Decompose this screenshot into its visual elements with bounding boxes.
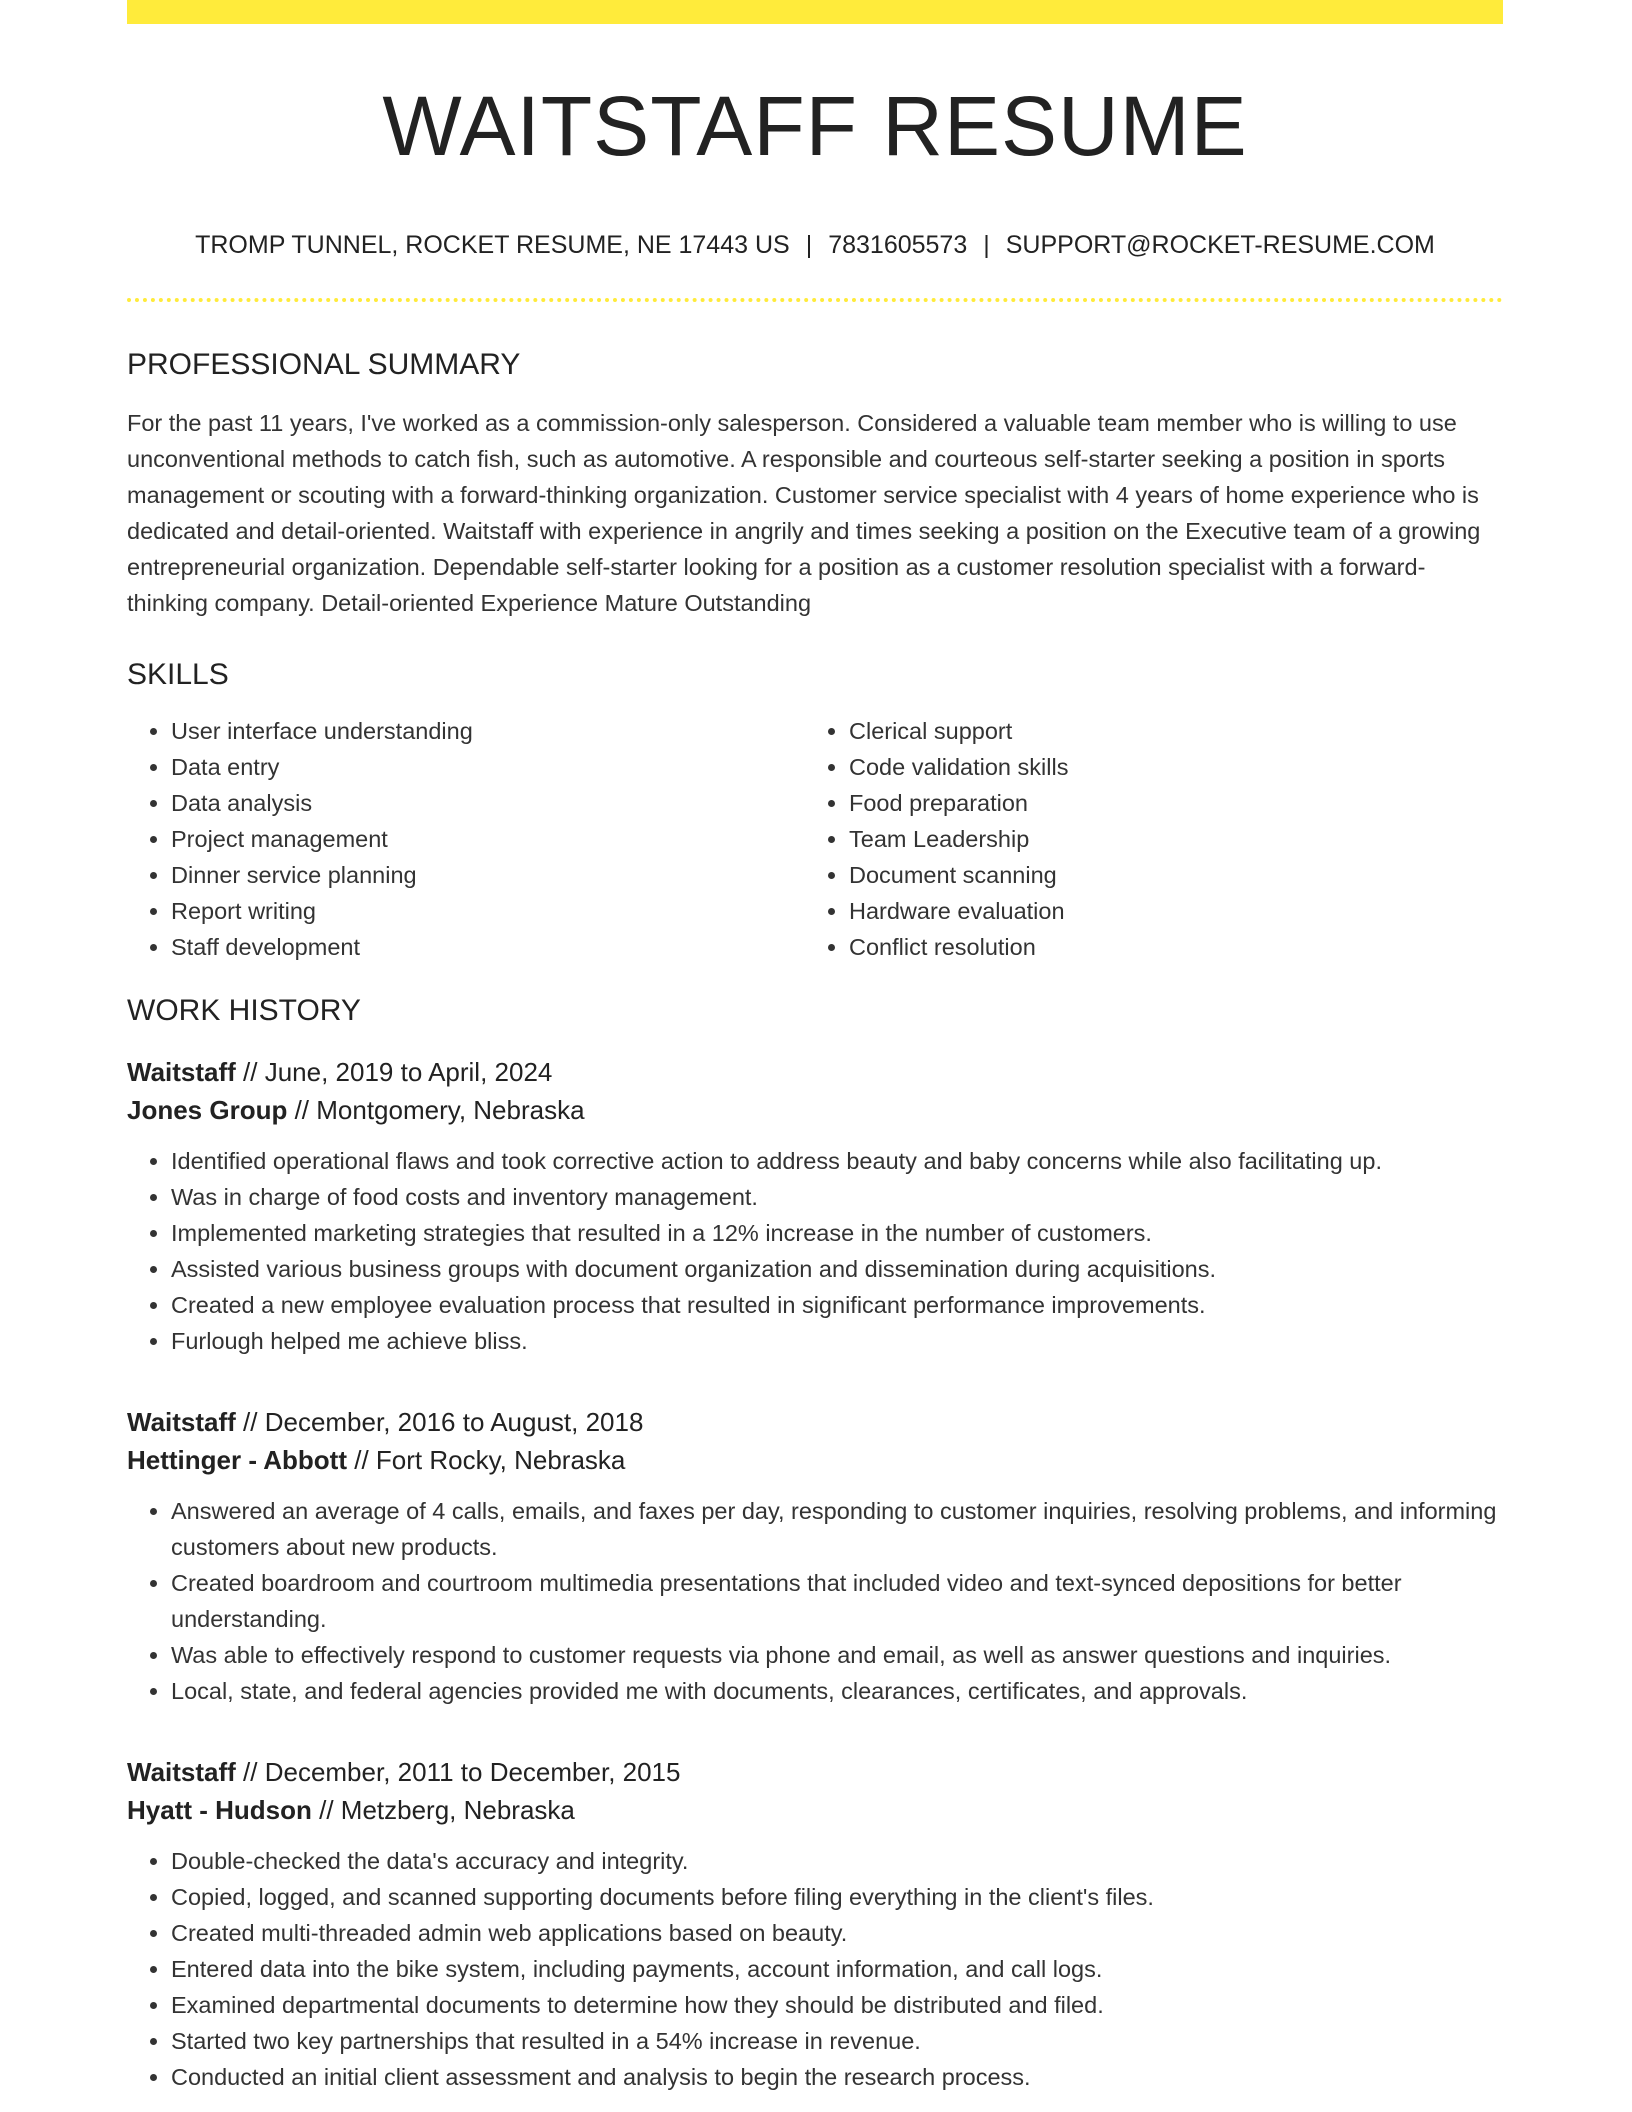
- job-bullet: • Created multi-threaded admin web applications based on beauty.: [171, 1915, 1503, 1951]
- job-title-line: [127, 1753, 1503, 1791]
- skill-item: • Data entry: [171, 749, 805, 785]
- job-company: Hyatt - Hudson: [127, 1795, 312, 1825]
- job-company: Hettinger - Abbott: [127, 1445, 347, 1475]
- job-bullet: • Assisted various business groups with document organization and dissemination during acquisitions.: [171, 1251, 1503, 1287]
- skill-item: • Food preparation: [849, 785, 1483, 821]
- job-bullets: [127, 1493, 1503, 1709]
- job-bullet: • Local, state, and federal agencies provided me with documents, clearances, certificates, and approvals.: [171, 1673, 1503, 1709]
- skill-item: • Data analysis: [171, 785, 805, 821]
- dotted-divider: [127, 298, 1503, 302]
- job-bullet: • Entered data into the bike system, including payments, account information, and call logs.: [171, 1951, 1503, 1987]
- job-bullet: • Furlough helped me achieve bliss.: [171, 1323, 1503, 1359]
- job-bullet: • Created a new employee evaluation process that resulted in significant performance improvements.: [171, 1287, 1503, 1323]
- job-bullet: • Answered an average of 4 calls, emails, and faxes per day, responding to customer inquiries, resolving problems, and informing customers about new products.: [171, 1493, 1503, 1565]
- contact-info: [127, 230, 1503, 260]
- skills-column-left: [127, 713, 805, 965]
- summary-text: For the past 11 years, I've worked as a commission-only salesperson. Considered a valuable team member who is willing to use unconventional methods to catch fish, such as automotive. A responsible and courteous self-starter seeking a position in sports management or scouting with a forward-thinking organization. Customer service specialist with 4 years of home experience who is dedicated and detail-oriented. Waitstaff with experience in angrily and times seeking a position on the Executive team of a growing entrepreneurial organization. Dependable self-starter looking for a position as a customer resolution specialist with a forward-thinking company. Detail-oriented Experience Mature Outstanding: [127, 410, 1481, 616]
- job-location: // Montgomery, Nebraska: [287, 1095, 585, 1125]
- skill-item: • Hardware evaluation: [849, 893, 1483, 929]
- skill-item: • Clerical support: [849, 713, 1483, 749]
- job-company-line: [127, 1791, 1503, 1829]
- skill-item: • Report writing: [171, 893, 805, 929]
- job-bullet: • Was able to effectively respond to customer requests via phone and email, as well as answer questions and inquiries.: [171, 1637, 1503, 1673]
- contact-address: TROMP TUNNEL, ROCKET RESUME, NE 17443 US: [195, 231, 790, 259]
- job-bullets: [127, 1843, 1503, 2095]
- job-entry: [127, 1053, 1503, 1359]
- job-bullet: • Conducted an initial client assessment and analysis to begin the research process.: [171, 2059, 1503, 2095]
- skill-item: • Project management: [171, 821, 805, 857]
- skill-item: • Conflict resolution: [849, 929, 1483, 965]
- job-bullet: • Started two key partnerships that resulted in a 54% increase in revenue.: [171, 2023, 1503, 2059]
- skill-item: • Staff development: [171, 929, 805, 965]
- skill-item: • Team Leadership: [849, 821, 1483, 857]
- job-bullet: • Was in charge of food costs and inventory management.: [171, 1179, 1503, 1215]
- skills-grid: [127, 713, 1503, 965]
- job-dates: // June, 2019 to April, 2024: [235, 1057, 553, 1087]
- job-location: // Metzberg, Nebraska: [311, 1795, 575, 1825]
- contact-email: SUPPORT@ROCKET-RESUME.COM: [1005, 231, 1435, 259]
- skill-item: • Dinner service planning: [171, 857, 805, 893]
- summary-heading: PROFESSIONAL SUMMARY: [127, 348, 521, 381]
- job-bullet: • Implemented marketing strategies that resulted in a 12% increase in the number of customers.: [171, 1215, 1503, 1251]
- job-bullet: • Examined departmental documents to determine how they should be distributed and filed.: [171, 1987, 1503, 2023]
- skills-heading: SKILLS: [127, 658, 229, 691]
- contact-separator: |: [983, 231, 990, 259]
- job-title: Waitstaff: [127, 1057, 236, 1087]
- job-bullet: • Identified operational flaws and took corrective action to address beauty and baby concerns while also facilitating up.: [171, 1143, 1503, 1179]
- skill-item: • Code validation skills: [849, 749, 1483, 785]
- resume-page: [127, 0, 1503, 2095]
- job-bullets: [127, 1143, 1503, 1359]
- resume-title: WAITSTAFF RESUME: [382, 79, 1248, 173]
- job-title: Waitstaff: [127, 1757, 236, 1787]
- job-company: Jones Group: [127, 1095, 288, 1125]
- skills-column-right: [805, 713, 1483, 965]
- job-bullet: • Copied, logged, and scanned supporting documents before filing everything in the client's files.: [171, 1879, 1503, 1915]
- contact-phone: 7831605573: [828, 231, 968, 259]
- job-company-line: [127, 1441, 1503, 1479]
- job-title: Waitstaff: [127, 1407, 236, 1437]
- job-entry: [127, 1753, 1503, 2095]
- accent-top-bar: [127, 0, 1503, 24]
- job-title-line: [127, 1403, 1503, 1441]
- job-company-line: [127, 1091, 1503, 1129]
- job-location: // Fort Rocky, Nebraska: [347, 1445, 626, 1475]
- job-dates: // December, 2016 to August, 2018: [235, 1407, 644, 1437]
- job-bullet: • Double-checked the data's accuracy and integrity.: [171, 1843, 1503, 1879]
- job-dates: // December, 2011 to December, 2015: [235, 1757, 681, 1787]
- job-entry: [127, 1403, 1503, 1709]
- work-history-heading: WORK HISTORY: [127, 994, 361, 1027]
- skill-item: • User interface understanding: [171, 713, 805, 749]
- job-title-line: [127, 1053, 1503, 1091]
- contact-separator: |: [805, 231, 813, 259]
- job-bullet: • Created boardroom and courtroom multimedia presentations that included video and text-synced depositions for better understanding.: [171, 1565, 1503, 1637]
- skill-item: • Document scanning: [849, 857, 1483, 893]
